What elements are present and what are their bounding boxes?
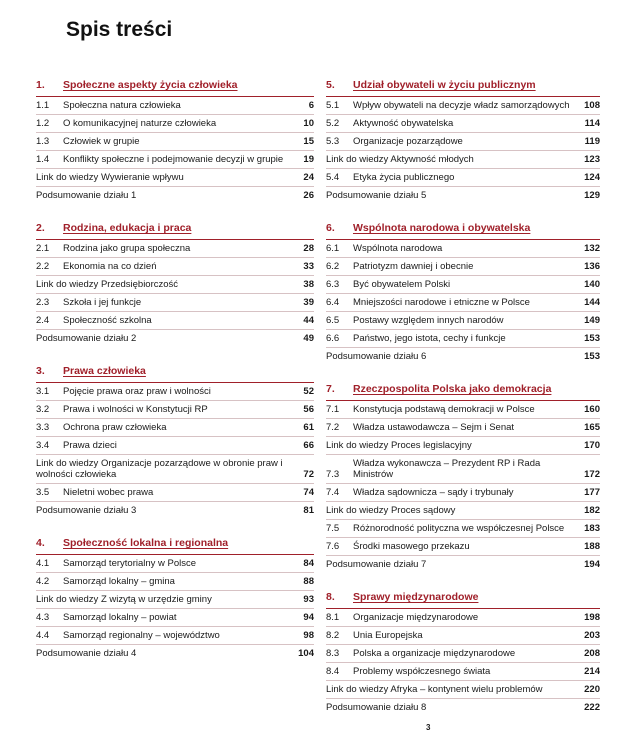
entry-number: 5.2 (326, 118, 340, 129)
entry-number: 8.2 (326, 630, 340, 641)
section-title[interactable]: Sprawy międzynarodowe (353, 591, 479, 603)
toc-entry[interactable] (326, 168, 600, 186)
entry-title: Mniejszości narodowe i etniczne w Polsce (353, 297, 530, 308)
entry-page-number: 44 (303, 315, 314, 326)
section-title[interactable]: Rodzina, edukacja i praca (63, 222, 192, 234)
entry-number: 6.3 (326, 279, 340, 290)
entry-page-number: 203 (584, 630, 600, 641)
entry-title: Władza sądownicza – sądy i trybunały (353, 487, 514, 498)
toc-entry[interactable] (326, 608, 600, 626)
entry-page-number: 165 (584, 422, 600, 433)
entry-number: 8.3 (326, 648, 340, 659)
entry-title: Podsumowanie działu 4 (36, 648, 137, 659)
entry-number: 3.3 (36, 422, 50, 433)
section-title[interactable]: Wspólnota narodowa i obywatelska (353, 222, 531, 234)
section-number: 2. (36, 222, 45, 234)
toc-entry[interactable] (36, 454, 314, 483)
entry-page-number: 149 (584, 315, 600, 326)
toc-entry[interactable] (36, 608, 314, 626)
entry-title: Konstytucja podstawą demokracji w Polsce (353, 404, 535, 415)
section-number: 5. (326, 79, 335, 91)
entry-title: Link do wiedzy Afryka – kontynent wielu problemów (326, 684, 543, 695)
entry-page-number: 88 (303, 576, 314, 587)
toc-entry[interactable] (36, 483, 314, 501)
entry-page-number: 6 (308, 100, 314, 111)
toc-section (326, 222, 600, 365)
entry-number: 3.4 (36, 440, 50, 451)
entry-page-number: 129 (584, 190, 600, 201)
section-heading (326, 591, 600, 604)
toc-entry[interactable] (326, 96, 600, 114)
toc-entry[interactable] (326, 626, 600, 644)
entry-title: Postawy względem innych narodów (353, 315, 504, 326)
toc-entry[interactable] (326, 662, 600, 680)
entry-number: 2.3 (36, 297, 50, 308)
toc-entry[interactable] (36, 572, 314, 590)
entry-page-number: 183 (584, 523, 600, 534)
entry-title: Podsumowanie działu 2 (36, 333, 137, 344)
entry-page-number: 52 (303, 386, 314, 397)
entry-title: Unia Europejska (353, 630, 423, 641)
entry-title: Władza ustawodawcza – Sejm i Senat (353, 422, 515, 433)
entry-page-number: 119 (584, 136, 600, 147)
entry-title: Podsumowanie działu 5 (326, 190, 427, 201)
toc-entry[interactable] (36, 329, 314, 347)
entry-number: 1.1 (36, 100, 50, 111)
entry-number: 1.2 (36, 118, 50, 129)
entry-page-number: 177 (584, 487, 600, 498)
toc-entry[interactable] (36, 275, 314, 293)
section-title[interactable]: Udział obywateli w życiu publicznym (353, 79, 536, 91)
toc-entry[interactable] (326, 347, 600, 365)
toc-entry[interactable] (326, 698, 600, 716)
section-heading (36, 537, 314, 550)
toc-entry[interactable] (36, 114, 314, 132)
section-title[interactable]: Społeczność lokalna i regionalna (63, 537, 229, 549)
section-title[interactable]: Prawa człowieka (63, 365, 146, 377)
section-heading (326, 79, 600, 92)
entry-page-number: 160 (584, 404, 600, 415)
entry-title: Link do wiedzy Przedsiębiorczość (36, 279, 179, 290)
toc-entry[interactable] (326, 400, 600, 418)
toc-entry[interactable] (326, 555, 600, 573)
entry-page-number: 170 (584, 440, 600, 451)
entry-title: Podsumowanie działu 6 (326, 351, 427, 362)
entry-number: 6.1 (326, 243, 340, 254)
toc-section (326, 383, 600, 573)
entry-title: Link do wiedzy Aktywność młodych (326, 154, 474, 165)
page-number: 3 (426, 723, 431, 732)
entry-title: Nieletni wobec prawa (63, 487, 154, 498)
entry-title: Człowiek w grupie (63, 136, 140, 147)
toc-entry[interactable] (326, 483, 600, 501)
section-number: 4. (36, 537, 45, 549)
toc-entry[interactable] (326, 311, 600, 329)
entry-page-number: 93 (303, 594, 314, 605)
entry-title: Podsumowanie działu 3 (36, 505, 137, 516)
entry-number: 6.4 (326, 297, 340, 308)
toc-entry[interactable] (36, 239, 314, 257)
entry-number: 7.5 (326, 523, 340, 534)
entry-title: Podsumowanie działu 1 (36, 190, 137, 201)
entry-number: 5.3 (326, 136, 340, 147)
entry-title: Polska a organizacje międzynarodowe (353, 648, 516, 659)
toc-entry[interactable] (36, 418, 314, 436)
entry-number: 7.4 (326, 487, 340, 498)
entry-page-number: 153 (584, 333, 600, 344)
toc-entry[interactable] (326, 519, 600, 537)
entry-number: 6.2 (326, 261, 340, 272)
entry-page-number: 172 (584, 469, 600, 480)
toc-entry[interactable] (326, 114, 600, 132)
toc-entry[interactable] (326, 239, 600, 257)
section-number: 1. (36, 79, 45, 91)
entry-page-number: 153 (584, 351, 600, 362)
entry-page-number: 19 (303, 154, 314, 165)
toc-entry[interactable] (326, 436, 600, 454)
toc-entry[interactable] (36, 400, 314, 418)
entry-title: Samorząd lokalny – powiat (63, 612, 177, 623)
entry-page-number: 49 (303, 333, 314, 344)
entry-page-number: 33 (303, 261, 314, 272)
entry-page-number: 140 (584, 279, 600, 290)
toc-entry[interactable] (326, 275, 600, 293)
entry-title: Problemy współczesnego świata (353, 666, 491, 677)
entry-title: Rodzina jako grupa społeczna (63, 243, 191, 254)
section-number: 8. (326, 591, 335, 603)
entry-title: Etyka życia publicznego (353, 172, 455, 183)
entry-page-number: 208 (584, 648, 600, 659)
toc-column-left (36, 79, 314, 680)
entry-title: Podsumowanie działu 7 (326, 559, 427, 570)
toc-entry[interactable] (36, 186, 314, 204)
entry-number: 7.1 (326, 404, 340, 415)
entry-number: 3.5 (36, 487, 50, 498)
entry-title: Aktywność obywatelska (353, 118, 454, 129)
toc-entry[interactable] (36, 626, 314, 644)
section-number: 3. (36, 365, 45, 377)
entry-page-number: 10 (303, 118, 314, 129)
toc-entry[interactable] (326, 501, 600, 519)
entry-title: Samorząd terytorialny w Polsce (63, 558, 197, 569)
toc-entry[interactable] (326, 644, 600, 662)
entry-page-number: 39 (303, 297, 314, 308)
entry-page-number: 104 (298, 648, 314, 659)
toc-section (326, 591, 600, 716)
entry-page-number: 108 (584, 100, 600, 111)
entry-number: 7.3 (326, 469, 340, 480)
entry-number: 7.6 (326, 541, 340, 552)
entry-title: Link do wiedzy Wywieranie wpływu (36, 172, 184, 183)
entry-title: O komunikacyjnej naturze człowieka (63, 118, 217, 129)
toc-entry[interactable] (36, 501, 314, 519)
entry-title: Ochrona praw człowieka (63, 422, 167, 433)
entry-number: 2.1 (36, 243, 50, 254)
toc-entry[interactable] (36, 554, 314, 572)
entry-page-number: 136 (584, 261, 600, 272)
entry-number: 1.4 (36, 154, 50, 165)
toc-entry[interactable] (36, 168, 314, 186)
toc-entry[interactable] (326, 257, 600, 275)
toc-entry[interactable] (326, 454, 600, 483)
toc-entry[interactable] (36, 150, 314, 168)
entry-number: 7.2 (326, 422, 340, 433)
toc-section (326, 79, 600, 204)
entry-page-number: 144 (584, 297, 600, 308)
entry-page-number: 214 (584, 666, 600, 677)
entry-page-number: 84 (303, 558, 314, 569)
toc-entry[interactable] (36, 644, 314, 662)
entry-page-number: 98 (303, 630, 314, 641)
entry-number: 3.1 (36, 386, 50, 397)
entry-number: 6.5 (326, 315, 340, 326)
entry-page-number: 94 (303, 612, 314, 623)
entry-title: Prawa i wolności w Konstytucji RP (63, 404, 208, 415)
entry-number: 8.4 (326, 666, 340, 677)
entry-page-number: 15 (303, 136, 314, 147)
toc-entry[interactable] (36, 436, 314, 454)
entry-title: Być obywatelem Polski (353, 279, 451, 290)
entry-number: 5.4 (326, 172, 340, 183)
toc-entry[interactable] (36, 382, 314, 400)
page-title: Spis treści (66, 18, 173, 41)
toc-entry[interactable] (326, 293, 600, 311)
entry-page-number: 124 (584, 172, 600, 183)
entry-page-number: 198 (584, 612, 600, 623)
entry-title: Patriotyzm dawniej i obecnie (353, 261, 474, 272)
entry-page-number: 38 (303, 279, 314, 290)
entry-page-number: 66 (303, 440, 314, 451)
entry-number: 6.6 (326, 333, 340, 344)
section-heading (326, 383, 600, 396)
entry-title: Pojęcie prawa oraz praw i wolności (63, 386, 211, 397)
entry-title: Organizacje międzynarodowe (353, 612, 479, 623)
entry-page-number: 114 (584, 118, 600, 129)
toc-entry[interactable] (326, 150, 600, 168)
entry-page-number: 123 (584, 154, 600, 165)
entry-title: Organizacje pozarządowe (353, 136, 463, 147)
section-title[interactable]: Społeczne aspekty życia człowieka (63, 79, 238, 91)
entry-title: Szkoła i jej funkcje (63, 297, 142, 308)
entry-page-number: 182 (584, 505, 600, 516)
entry-title: Wspólnota narodowa (353, 243, 443, 254)
entry-page-number: 188 (584, 541, 600, 552)
toc-entry[interactable] (36, 293, 314, 311)
entry-number: 4.2 (36, 576, 50, 587)
entry-number: 4.3 (36, 612, 50, 623)
entry-title: Władza wykonawcza – Prezydent RP i Rada Ministrów (353, 458, 541, 480)
entry-page-number: 24 (303, 172, 314, 183)
entry-number: 2.2 (36, 261, 50, 272)
entry-title: Samorząd lokalny – gmina (63, 576, 175, 587)
entry-title: Link do wiedzy Proces sądowy (326, 505, 456, 516)
toc-entry[interactable] (326, 537, 600, 555)
entry-page-number: 56 (303, 404, 314, 415)
entry-page-number: 132 (584, 243, 600, 254)
section-number: 7. (326, 383, 335, 395)
entry-page-number: 26 (303, 190, 314, 201)
entry-title: Link do wiedzy Proces legislacyjny (326, 440, 472, 451)
entry-number: 8.1 (326, 612, 340, 623)
entry-title: Różnorodność polityczna we współczesnej Polsce (353, 523, 565, 534)
entry-number: 4.1 (36, 558, 50, 569)
entry-page-number: 81 (303, 505, 314, 516)
entry-title: Społeczna natura człowieka (63, 100, 181, 111)
entry-page-number: 72 (303, 469, 314, 480)
toc-section (36, 537, 314, 662)
entry-page-number: 222 (584, 702, 600, 713)
entry-title: Link do wiedzy Z wizytą w urzędzie gminy (36, 594, 212, 605)
entry-page-number: 74 (303, 487, 314, 498)
section-heading (36, 222, 314, 235)
toc-section (36, 79, 314, 204)
toc-entry[interactable] (326, 418, 600, 436)
entry-page-number: 220 (584, 684, 600, 695)
entry-page-number: 61 (303, 422, 314, 433)
toc-entry[interactable] (36, 590, 314, 608)
section-heading (326, 222, 600, 235)
toc-entry[interactable] (326, 680, 600, 698)
toc-section (36, 222, 314, 347)
entry-title: Społeczność szkolna (63, 315, 152, 326)
entry-title: Środki masowego przekazu (353, 541, 470, 552)
entry-page-number: 194 (584, 559, 600, 570)
toc-section (36, 365, 314, 519)
toc-entry[interactable] (36, 257, 314, 275)
section-heading (36, 79, 314, 92)
section-title[interactable]: Rzeczpospolita Polska jako demokracja (353, 383, 552, 395)
toc-entry[interactable] (326, 132, 600, 150)
entry-number: 3.2 (36, 404, 50, 415)
toc-entry[interactable] (36, 96, 314, 114)
entry-number: 4.4 (36, 630, 50, 641)
toc-entry[interactable] (36, 311, 314, 329)
toc-entry[interactable] (326, 329, 600, 347)
toc-entry[interactable] (326, 186, 600, 204)
entry-title: Prawa dzieci (63, 440, 117, 451)
entry-number: 2.4 (36, 315, 50, 326)
entry-title: Wpływ obywateli na decyzje władz samorządowych (353, 100, 570, 111)
entry-title: Podsumowanie działu 8 (326, 702, 427, 713)
section-heading (36, 365, 314, 378)
entry-page-number: 28 (303, 243, 314, 254)
entry-title: Samorząd regionalny – województwo (63, 630, 220, 641)
section-number: 6. (326, 222, 335, 234)
entry-title: Państwo, jego istota, cechy i funkcje (353, 333, 506, 344)
toc-column-right (326, 79, 600, 734)
entry-title: Ekonomia na co dzień (63, 261, 157, 272)
entry-number: 5.1 (326, 100, 340, 111)
entry-title: Link do wiedzy Organizacje pozarządowe w obronie praw i wolności człowieka (36, 458, 283, 480)
entry-number: 1.3 (36, 136, 50, 147)
entry-title: Konflikty społeczne i podejmowanie decyzji w grupie (63, 154, 284, 165)
toc-entry[interactable] (36, 132, 314, 150)
